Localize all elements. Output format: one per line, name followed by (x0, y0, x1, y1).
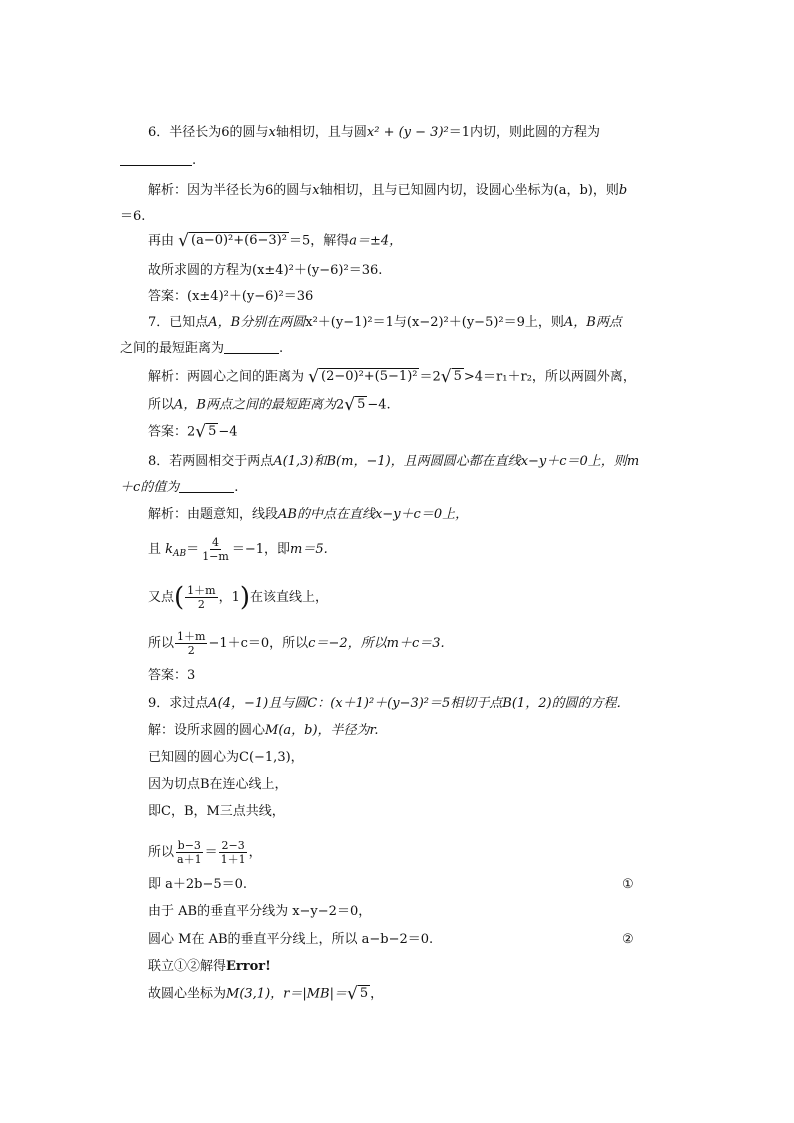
q9-step-3: 因为切点B在连心线上， (148, 777, 288, 792)
q7-sqrt5: √ 5 (440, 367, 462, 387)
q9-step-7: 由于 AB的垂直平分线为 x−y−2＝0， (148, 904, 372, 919)
q9-step-8: 圆心 M在 AB的垂直平分线上，所以 a−b−2＝0. (148, 932, 434, 947)
q9-step-2: 已知圆的圆心为C(−1,3)， (148, 750, 304, 765)
q6-title: 6．半径长为6的圆与x轴相切，且与圆x² + (y − 3)²＝1内切，则此圆的方程为 (148, 125, 601, 140)
q8-fraction-eq: $\frac{1+m}{2}$ (177, 630, 206, 657)
q9-step-10: 故圆心坐标为M(3,1)，r＝|MB|＝ √ 5 ， (148, 984, 384, 1004)
q6-solution-line-1: 解析：因为半径长为6的圆与x轴相切，且与已知圆内切，设圆心坐标为(a，b)，则b (148, 183, 628, 198)
q9-step-6: 即 a＋2b−5＝0. (148, 877, 248, 892)
q7-solution-line-2: 所以A，B两点之间的最短距离为2 √ 5 −4. (148, 395, 391, 415)
circled-2-label: ② (622, 932, 634, 947)
q9-title: 9．求过点A(4，−1)且与圆C：(x＋1)²＋(y−3)²＝5相切于点B(1，2)的圆的方程． (148, 696, 630, 711)
q8-answer: 答案：3 (148, 668, 196, 683)
q8-fraction-slope: $\frac{4}{1-m}$ (202, 536, 229, 563)
q6-solution-line-4: 故所求圆的方程为(x±4)²＋(y−6)²＝36. (148, 263, 383, 278)
q7-title-line-2: 之间的最短距离为 . (120, 341, 284, 356)
q6-solution-line-3: 再由 √ (a−0)²+(6−3)² ＝5，解得a＝±4， (148, 231, 403, 251)
q6-answer: 答案：(x±4)²＋(y−6)²＝36 (148, 289, 314, 304)
q9-step-4: 即C，B，M三点共线， (148, 804, 285, 819)
q6-sqrt-expression: √ (a−0)²+(6−3)² (178, 231, 287, 251)
q9-step-9: 联立①②解得Error! (148, 959, 271, 974)
q8-solution-line-3: 又点( $\frac{1+m}{2}$ ，1)在该直线上， (148, 582, 329, 613)
q9-fraction-left: $\frac{b-3}{a+1}$ (177, 839, 202, 866)
q8-solution-line-2: 且 $k_{AB}=$ $\frac{4}{1-m}$ ＝−1，即m＝5. (148, 536, 328, 563)
q8-title-line-2: ＋c的值为 . (120, 480, 239, 495)
q9-sqrt5: √ 5 (346, 984, 369, 1004)
q8-title: 8．若两圆相交于两点A(1,3)和B(m，−1)，且两圆圆心都在直线x−y＋c＝0上，则m (148, 454, 640, 469)
q9-step-5: 所以 $\frac{b-3}{a+1}$ ＝ $\frac{2-3}{1+1}$ ， (148, 839, 262, 866)
q7-answer: 答案：2 √ 5 −4 (148, 422, 238, 442)
q6-answer-blank: . (120, 152, 196, 170)
q7-sqrt5-b: √ 5 (344, 395, 366, 415)
q7-title: 7．已知点A，B分别在两圆x²＋(y−1)²＝1与(x−2)²＋(y−5)²＝9上，则A，B两点 (148, 315, 622, 330)
q8-solution-line-4: 所以 $\frac{1+m}{2}$ −1＋c＝0，所以c＝−2，所以m＋c＝3. (148, 630, 445, 657)
q7-solution-line-1: 解析：两圆心之间的距离为 √ (2−0)²+(5−1)² ＝2 √ 5 >4＝r₁＋r₂，所以两圆外离， (148, 367, 636, 387)
q7-sqrt-distance: √ (2−0)²+(5−1)² (308, 367, 418, 387)
q7-answer-sqrt5: √ 5 (195, 422, 217, 442)
q6-solution-line-2: ＝6. (120, 209, 146, 224)
q8-fraction-midpoint: $\frac{1+m}{2}$ (187, 584, 216, 611)
q9-fraction-right: $\frac{2-3}{1+1}$ (220, 839, 246, 866)
q9-step-1: 解：设所求圆的圆心M(a，b)，半径为r. (148, 723, 379, 738)
q8-solution-line-1: 解析：由题意知，线段AB的中点在直线x−y＋c＝0上， (148, 507, 469, 522)
circled-1-label: ① (622, 877, 634, 892)
